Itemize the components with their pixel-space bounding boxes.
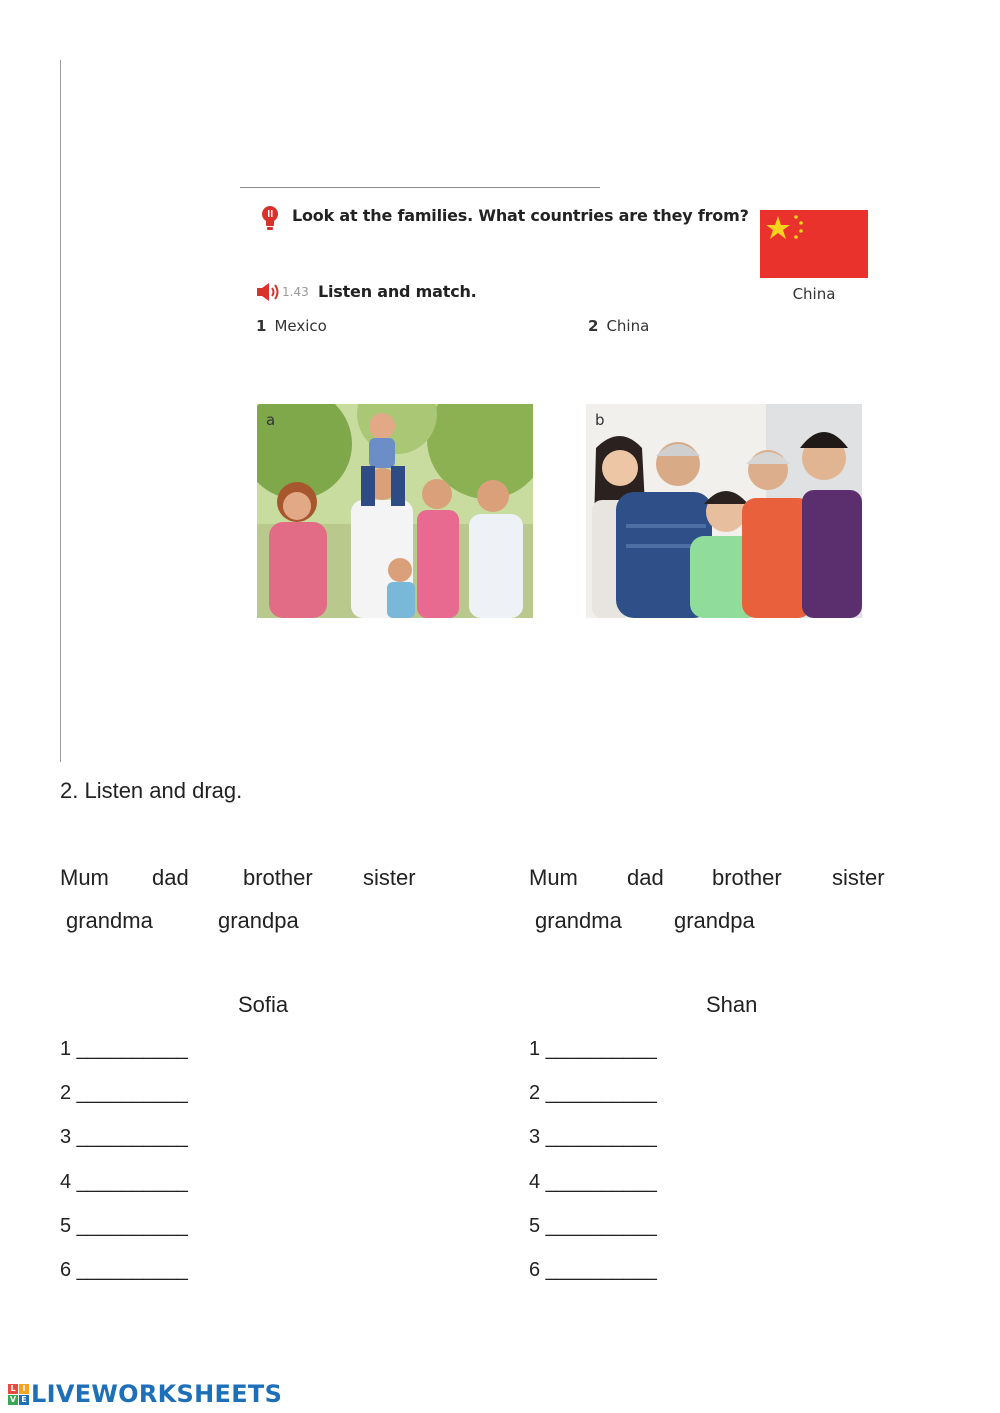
- listen-match-instruction: Listen and match.: [318, 282, 477, 301]
- audio-track-number: 1.43: [282, 285, 309, 299]
- draggable-word[interactable]: grandpa: [674, 908, 755, 933]
- logo-letter: V: [9, 1394, 17, 1404]
- drop-target[interactable]: 3 __________: [529, 1126, 657, 1148]
- drop-target[interactable]: 6 __________: [60, 1259, 188, 1281]
- option-mexico: [256, 317, 327, 335]
- photo-letter: a: [266, 411, 276, 429]
- draggable-word[interactable]: grandpa: [218, 908, 299, 933]
- family-photo-b: [586, 404, 862, 618]
- logo-letter: I: [19, 1384, 29, 1394]
- draggable-word[interactable]: dad: [627, 865, 664, 890]
- flag-caption: China: [792, 285, 836, 303]
- question-text: Look at the families. What countries are they from?: [292, 206, 749, 225]
- drop-target[interactable]: 3 __________: [60, 1126, 188, 1148]
- speaker-icon[interactable]: [256, 282, 280, 302]
- logo-letter: E: [19, 1395, 29, 1405]
- family-name-left: Sofia: [238, 992, 289, 1017]
- option-china: [588, 317, 649, 335]
- drop-target[interactable]: 2 __________: [60, 1082, 188, 1104]
- lightbulb-icon: [259, 205, 281, 231]
- draggable-word[interactable]: sister: [832, 865, 885, 890]
- drop-target[interactable]: 4 __________: [60, 1171, 188, 1193]
- page-margin-line: [60, 60, 61, 762]
- draggable-word[interactable]: Mum: [529, 865, 578, 890]
- drop-target[interactable]: 1 __________: [529, 1038, 657, 1060]
- option-number: 2: [588, 317, 599, 335]
- drop-target[interactable]: 2 __________: [529, 1082, 657, 1104]
- exercise-2-title: 2. Listen and drag.: [60, 778, 243, 803]
- option-number: 1: [256, 317, 267, 335]
- draggable-word[interactable]: grandma: [535, 908, 622, 933]
- draggable-word[interactable]: dad: [152, 865, 189, 890]
- liveworksheets-logo[interactable]: [8, 1380, 282, 1408]
- logo-letter: L: [8, 1384, 18, 1394]
- drop-target[interactable]: 6 __________: [529, 1259, 657, 1281]
- china-flag-image: [760, 210, 868, 278]
- option-label: Mexico: [274, 317, 327, 335]
- option-label: China: [606, 317, 650, 335]
- drop-target[interactable]: 5 __________: [529, 1215, 657, 1237]
- family-photo-a: [257, 404, 533, 618]
- draggable-word[interactable]: grandma: [66, 908, 153, 933]
- draggable-word[interactable]: brother: [243, 865, 313, 890]
- drop-target[interactable]: 1 __________: [60, 1038, 188, 1060]
- scan-rule: [240, 187, 600, 188]
- draggable-word[interactable]: brother: [712, 865, 782, 890]
- drop-target[interactable]: 4 __________: [529, 1171, 657, 1193]
- logo-mark-icon: [8, 1384, 29, 1405]
- draggable-word[interactable]: Mum: [60, 865, 109, 890]
- draggable-word[interactable]: sister: [363, 865, 416, 890]
- drop-target[interactable]: 5 __________: [60, 1215, 188, 1237]
- photo-letter: b: [595, 411, 605, 429]
- logo-text: LIVEWORKSHEETS: [31, 1380, 283, 1408]
- family-name-right: Shan: [706, 992, 758, 1017]
